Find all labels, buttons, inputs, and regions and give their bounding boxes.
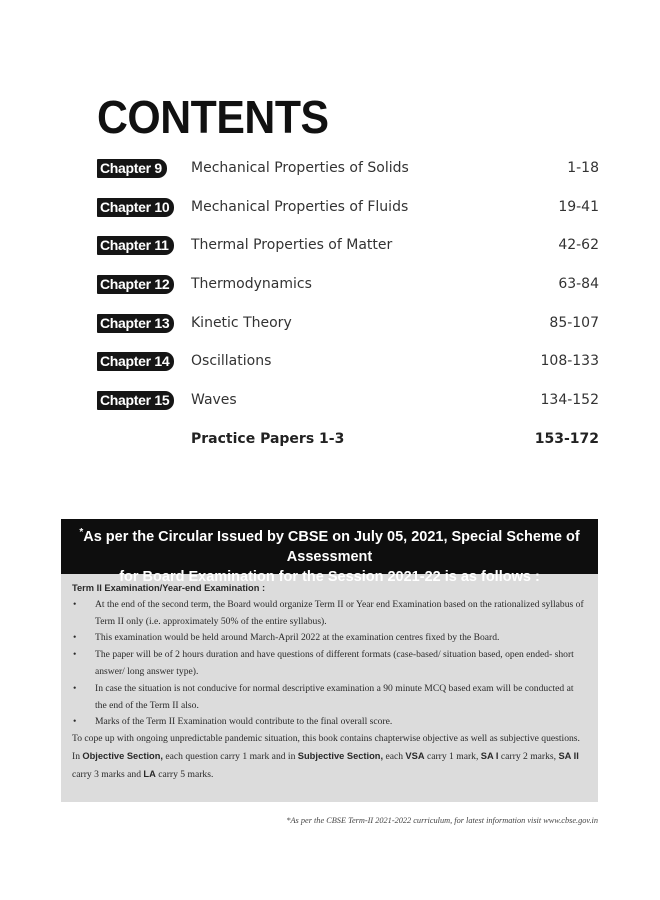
notice-marks-paragraph xyxy=(72,748,587,784)
list-item-text: The paper will be of 2 hours duration and have questions of different formats (case-based/ situation based, open ended- short answer/ long answer type). xyxy=(95,649,574,677)
chapter-badge: Chapter 12 xyxy=(97,275,174,294)
objective-section-label: Objective Section, xyxy=(82,750,163,761)
toc-title: Thermal Properties of Matter xyxy=(191,237,393,254)
assessment-notice-box xyxy=(61,519,598,802)
footnote: *As per the CBSE Term-II 2021-2022 curriculum, for latest information visit www.cbse.gov.in xyxy=(286,816,598,825)
chapter-badge: Chapter 14 xyxy=(97,352,174,371)
page-title: CONTENTS xyxy=(97,91,329,143)
list-item-text: At the end of the second term, the Board would organize Term II or Year end Examination based on the rationalized syllabus of Term II only (i.e. approximately 50% of the entire syllabus). xyxy=(95,598,584,627)
toc-row[interactable] xyxy=(97,310,599,349)
toc-pages: 1-18 xyxy=(567,160,599,176)
text-run: carry 2 marks, xyxy=(498,750,559,762)
notice-header xyxy=(61,519,598,585)
la-label: LA xyxy=(143,768,156,779)
notice-paragraph: To cope up with ongoing unpredictable pandemic situation, this book contains chapterwise objective as well as subjective questions. xyxy=(72,733,580,745)
notice-header-line1: As per the Circular Issued by CBSE on July 05, 2021, Special Scheme of Assessment xyxy=(83,529,580,565)
toc-title: Kinetic Theory xyxy=(191,314,292,331)
toc-row[interactable] xyxy=(97,271,599,310)
notice-subheading: Term II Examination/Year-end Examination : xyxy=(72,583,266,593)
sa1-label: SA I xyxy=(480,750,499,761)
toc-title: Waves xyxy=(191,392,237,409)
chapter-badge: Chapter 10 xyxy=(97,198,174,217)
toc-title: Mechanical Properties of Solids xyxy=(191,160,409,176)
notice-header-line2: for Board Examination for the Session 2021-22 is as follows : xyxy=(119,569,540,585)
list-item-text: In case the situation is not conducive for normal descriptive examination a 90 minute MCQ based exam will be conducted at the end of the Term II also. xyxy=(95,682,574,711)
text-run: In xyxy=(72,750,83,762)
toc-title: Thermodynamics xyxy=(191,276,312,293)
bullet-icon: • xyxy=(73,682,77,694)
chapter-badge: Chapter 9 xyxy=(97,159,167,178)
list-item xyxy=(72,714,587,731)
toc-pages: 134-152 xyxy=(540,392,599,409)
vsa-label: VSA xyxy=(405,750,425,761)
toc-pages: 108-133 xyxy=(540,353,599,370)
toc-row-practice-papers[interactable] xyxy=(97,426,599,465)
toc-pages: 153-172 xyxy=(534,430,599,447)
toc-title: Mechanical Properties of Fluids xyxy=(191,198,409,215)
toc-title: Practice Papers 1-3 xyxy=(191,430,345,447)
toc-pages: 63-84 xyxy=(558,276,599,293)
text-run: each question carry 1 mark and in xyxy=(163,750,298,762)
chapter-badge: Chapter 11 xyxy=(97,236,174,255)
toc-row[interactable] xyxy=(97,387,599,426)
list-item-text: Marks of the Term II Examination would contribute to the final overall score. xyxy=(95,716,393,728)
bullet-icon: • xyxy=(73,716,77,728)
toc-row[interactable] xyxy=(97,194,599,233)
bullet-icon: • xyxy=(73,598,77,610)
list-item-text: This examination would be held around March-April 2022 at the examination centres fixed by the Board. xyxy=(95,632,500,644)
table-of-contents xyxy=(97,155,599,465)
toc-pages: 42-62 xyxy=(558,237,599,254)
toc-row[interactable] xyxy=(97,348,599,387)
asterisk-mark: * xyxy=(79,527,84,539)
notice-body xyxy=(61,574,598,802)
chapter-badge: Chapter 13 xyxy=(97,314,174,333)
subjective-section-label: Subjective Section, xyxy=(297,750,384,761)
notice-bullet-list xyxy=(72,597,587,731)
sa2-label: SA II xyxy=(558,750,579,761)
toc-row[interactable] xyxy=(97,155,599,194)
toc-row[interactable] xyxy=(97,232,599,271)
text-run: carry 1 mark, xyxy=(424,750,481,762)
toc-title: Oscillations xyxy=(191,353,272,370)
list-item xyxy=(72,597,587,631)
toc-pages: 19-41 xyxy=(558,198,599,215)
list-item xyxy=(72,630,587,647)
chapter-badge: Chapter 15 xyxy=(97,391,174,410)
bullet-icon: • xyxy=(73,649,77,661)
text-run: carry 3 marks and xyxy=(72,768,144,780)
text-run: each xyxy=(383,750,406,762)
bullet-icon: • xyxy=(73,632,77,644)
list-item xyxy=(72,681,587,715)
toc-pages: 85-107 xyxy=(549,314,599,331)
list-item xyxy=(72,647,587,681)
text-run: carry 5 marks. xyxy=(155,768,214,780)
